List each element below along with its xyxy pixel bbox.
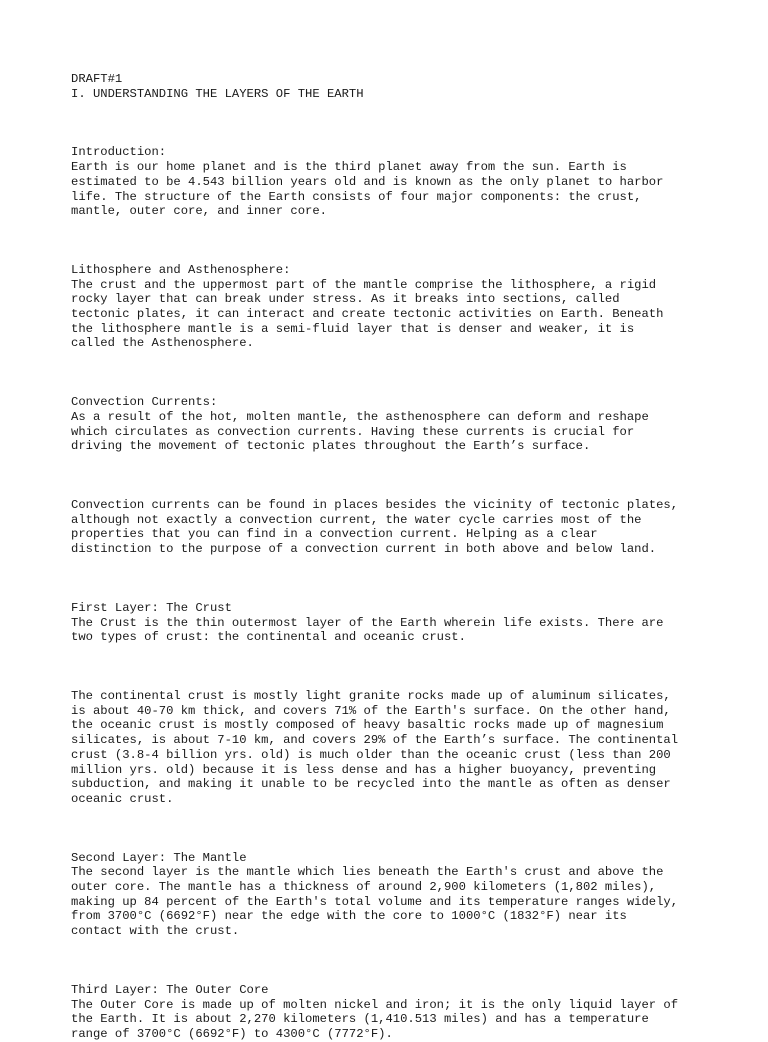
document-body: [71, 72, 711, 1042]
paragraph-line: life. The structure of the Earth consists of four major components: the crust,: [71, 189, 642, 204]
section-heading: Lithosphere and Asthenosphere:: [71, 263, 291, 277]
paragraph-line: Convection currents can be found in places besides the vicinity of tectonic plates,: [71, 498, 679, 513]
paragraph-line: The crust and the uppermost part of the mantle comprise the lithosphere, a rigid: [71, 277, 657, 292]
paragraph-line: subduction, and making it unable to be recycled into the mantle as often as denser: [71, 777, 671, 792]
section-crust: [71, 601, 711, 645]
paragraph-line: silicates, is about 7-10 km, and covers 29% of the Earth’s surface. The continental: [71, 733, 679, 748]
paragraph-line: distinction to the purpose of a convection current in both above and below land.: [71, 542, 657, 557]
paragraph-line: is about 40-70 km thick, and covers 71% of the Earth's surface. On the other hand,: [71, 703, 671, 718]
spacer: [71, 557, 711, 601]
paragraph-line: the Earth. It is about 2,270 kilometers (1,410.513 miles) and has a temperature: [71, 1012, 649, 1027]
section-outer-core: [71, 983, 711, 1042]
paragraph-line: properties that you can find in a convection current. Helping as a clear: [71, 527, 598, 542]
spacer: [71, 101, 711, 145]
section-heading: Convection Currents:: [71, 395, 218, 410]
paragraph-line: estimated to be 4.543 billion years old and is known as the only planet to harbor: [71, 174, 664, 189]
paragraph-line: Earth is our home planet and is the third planet away from the sun. Earth is: [71, 160, 627, 175]
paragraph-line: outer core. The mantle has a thickness of around 2,900 kilometers (1,802 miles),: [71, 880, 657, 895]
draft-label: DRAFT#1: [71, 72, 123, 86]
paragraph-line: which circulates as convection currents. Having these currents is crucial for: [71, 424, 635, 439]
section-heading: First Layer: The Crust: [71, 600, 232, 615]
paragraph-line: making up 84 percent of the Earth's total volume and its temperature ranges widely,: [71, 894, 679, 909]
paragraph-line: crust (3.8-4 billion yrs. old) is much older than the oceanic crust (less than 200: [71, 747, 671, 762]
spacer: [71, 645, 711, 689]
paragraph-line: The continental crust is mostly light granite rocks made up of aluminum silicates,: [71, 689, 671, 704]
paragraph-line: range of 3700°C (6692°F) to 4300°C (7772°F).: [71, 1026, 393, 1041]
paragraph-line: tectonic plates, it can interact and create tectonic activities on Earth. Beneath: [71, 307, 664, 322]
section-lithosphere: [71, 263, 711, 351]
spacer: [71, 939, 711, 983]
spacer: [71, 454, 711, 498]
paragraph-line: the oceanic crust is mostly composed of heavy basaltic rocks made up of magnesium: [71, 718, 664, 733]
paragraph-line: two types of crust: the continental and oceanic crust.: [71, 630, 466, 645]
paragraph-line: contact with the crust.: [71, 924, 240, 939]
spacer: [71, 351, 711, 395]
spacer: [71, 219, 711, 263]
paragraph-line: As a result of the hot, molten mantle, the asthenosphere can deform and reshape: [71, 409, 649, 424]
paragraph-line: oceanic crust.: [71, 791, 174, 806]
section-convection-currents: [71, 395, 711, 454]
paragraph-line: million yrs. old) because it is less dense and has a higher buoyancy, preventing: [71, 762, 657, 777]
paragraph-line: The second layer is the mantle which lies beneath the Earth's crust and above the: [71, 865, 664, 880]
document-title: I. UNDERSTANDING THE LAYERS OF THE EARTH: [71, 86, 364, 101]
paragraph-line: driving the movement of tectonic plates throughout the Earth’s surface.: [71, 439, 591, 454]
section-heading: Introduction:: [71, 145, 167, 160]
paragraph-line: although not exactly a convection current, the water cycle carries most of the: [71, 512, 642, 527]
section-crust-paragraph: [71, 689, 711, 807]
paragraph-line: The Outer Core is made up of molten nickel and iron; it is the only liquid layer of: [71, 997, 679, 1012]
paragraph-line: mantle, outer core, and inner core.: [71, 204, 327, 219]
paragraph-line: called the Asthenosphere.: [71, 336, 254, 351]
section-heading: Third Layer: The Outer Core: [71, 982, 269, 997]
section-heading: Second Layer: The Mantle: [71, 850, 247, 865]
spacer: [71, 807, 711, 851]
paragraph-line: The Crust is the thin outermost layer of the Earth wherein life exists. There are: [71, 615, 664, 630]
section-mantle: [71, 851, 711, 939]
paragraph-line: the lithosphere mantle is a semi-fluid layer that is denser and weaker, it is: [71, 321, 635, 336]
paragraph-line: rocky layer that can break under stress. As it breaks into sections, called: [71, 292, 620, 307]
paragraph-line: from 3700°C (6692°F) near the edge with the core to 1000°C (1832°F) near its: [71, 909, 627, 924]
section-convection-paragraph: [71, 498, 711, 557]
section-introduction: [71, 145, 711, 218]
